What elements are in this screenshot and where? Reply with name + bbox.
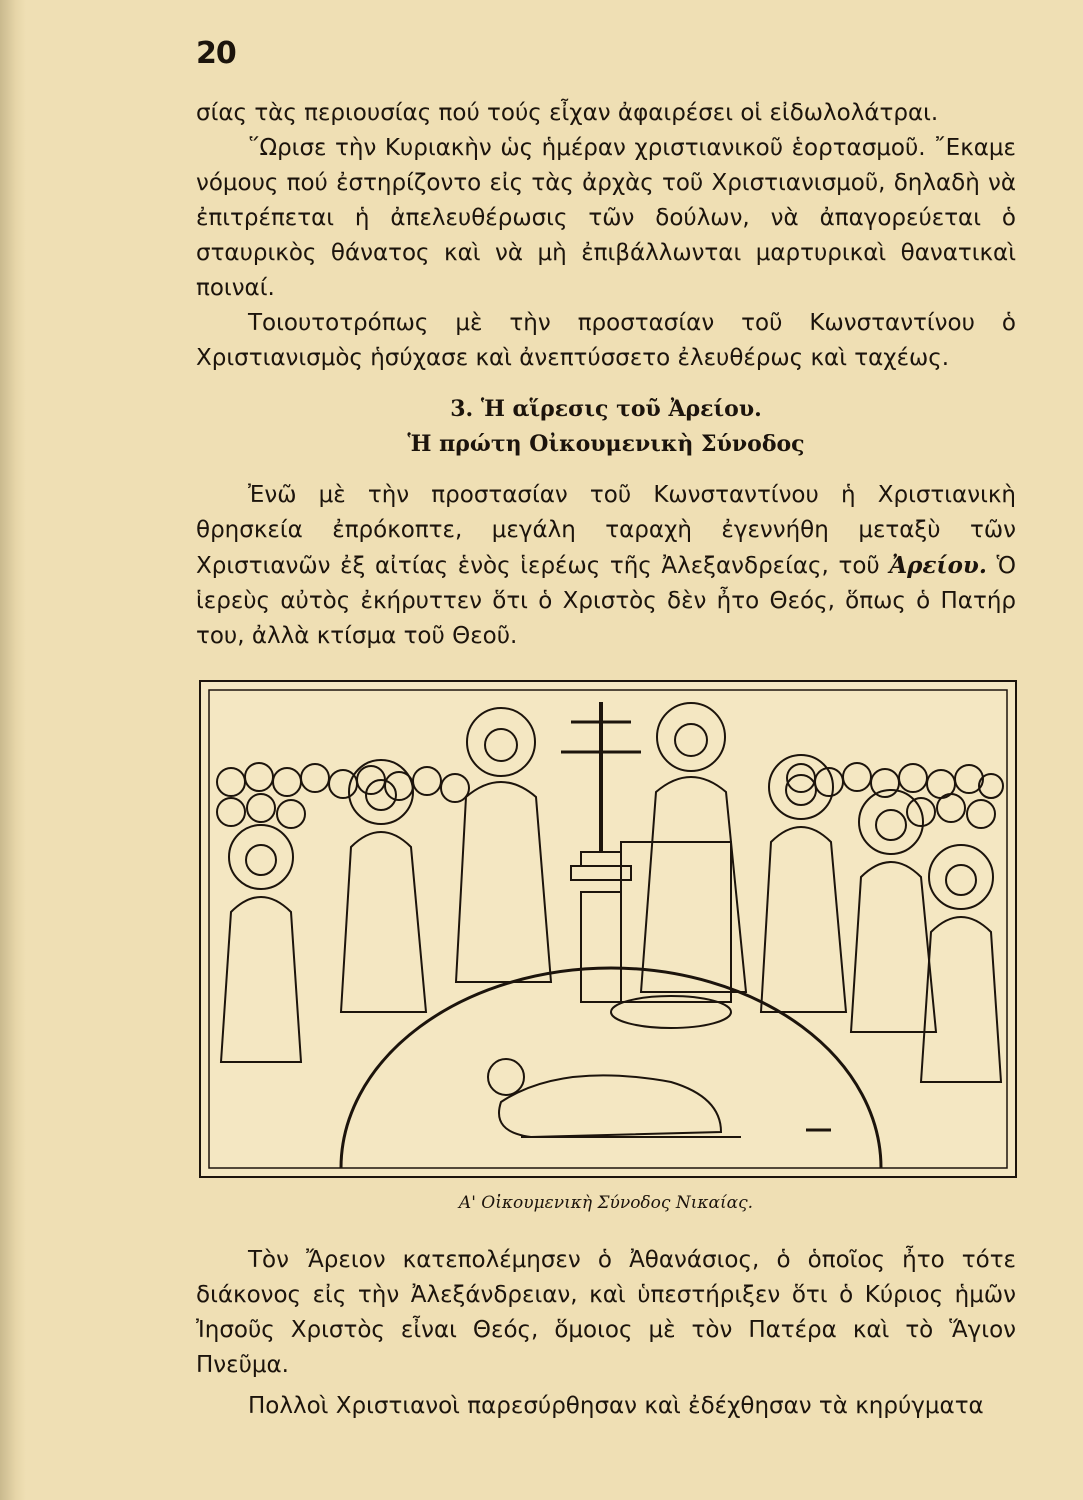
page-number: 20 [196,36,236,71]
paragraph-arius-after: Ὁ ἱερεὺς αὐτὸς ἐκήρυττεν ὅτι ὁ Χριστὸς δὲν ἦτο Θεός, ὅπως ὁ Πατήρ του, ἀλλὰ κτίσμα τοῦ Θεοῦ. [196,553,1016,649]
section-heading-line1: 3. Ἡ αἵρεσις τοῦ Ἀρείου. [450,396,762,422]
figure-caption: Α' Οἰκουμενικὴ Σύνοδος Νικαίας. [458,1193,754,1213]
page-edge-shadow [0,0,26,1500]
paragraph-line: σίας τὰς περιουσίας πού τούς εἶχαν ἀφαιρέσει οἱ εἰδωλολάτραι. [196,100,939,126]
prostrate-arius [488,1059,741,1137]
illustration-drawing [201,682,1015,1176]
paragraph-arius-before: Ἐνῶ μὲ τὴν προστασίαν τοῦ Κωνσταντίνου ἡ Χριστιανικὴ θρησκεία ἐπρόκοπτε, μεγάλη ταραχὴ ἐγεννήθη μεταξὺ τῶν Χριστιανῶν ἐξ αἰτίας ἑνὸς ἱερέως τῆς Ἀλεξανδρείας, τοῦ [196,482,1016,579]
council-of-nicaea-illustration [199,680,1017,1178]
section-heading-line2: Ἡ πρώτη Οἰκουμενικὴ Σύνοδος [407,431,805,457]
paragraph-arius [196,478,1016,654]
paragraph-bottom [196,1243,1016,1424]
section-heading [196,392,1016,462]
paragraph-protection: Τοιουτοτρόπως μὲ τὴν προστασίαν τοῦ Κωνσταντίνου ὁ Χριστιανισμὸς ἡσύχασε καὶ ἀνεπτύσσετο ἐλευθέρως καὶ ταχέως. [196,310,1016,371]
arius-name: Ἀρείου. [889,552,987,579]
paragraph-athanasius: Τὸν Ἄρειον κατεπολέμησεν ὁ Ἀθανάσιος, ὁ ὁποῖος ἦτο τότε διάκονος εἰς τὴν Ἀλεξάνδρειαν, καὶ ὑπεστήριξεν ὅτι ὁ Κύριος ἡμῶν Ἰησοῦς Χριστὸς εἶναι Θεός, ὅμοιος μὲ τὸν Πατέρα καὶ τὸ Ἅγιον Πνεῦμα. [196,1247,1016,1378]
paragraph-top [196,96,1016,376]
crowd-heads [217,763,1003,828]
paragraph-arius-text [196,478,1016,654]
paragraph-sunday: ῞Ωρισε τὴν Κυριακὴν ὡς ἡμέραν χριστιανικοῦ ἑορτασμοῦ. ῎Εκαμε νόμους πού ἐστηρίζοντο εἰς τὰς ἀρχὰς τοῦ Χριστιανισμοῦ, δηλαδὴ νὰ ἐπιτρέπεται ἡ ἀπελευθέρωσις τῶν δούλων, νὰ ἀπαγορεύεται ὁ σταυρικὸς θάνατος καὶ νὰ μὴ ἐπιβάλλωνται μαρτυρικαὶ θανατικαὶ ποιναί. [196,135,1016,301]
paragraph-followers: Πολλοὶ Χριστιανοὶ παρεσύρθησαν καὶ ἐδέχθησαν τὰ κηρύγματα [248,1393,984,1419]
